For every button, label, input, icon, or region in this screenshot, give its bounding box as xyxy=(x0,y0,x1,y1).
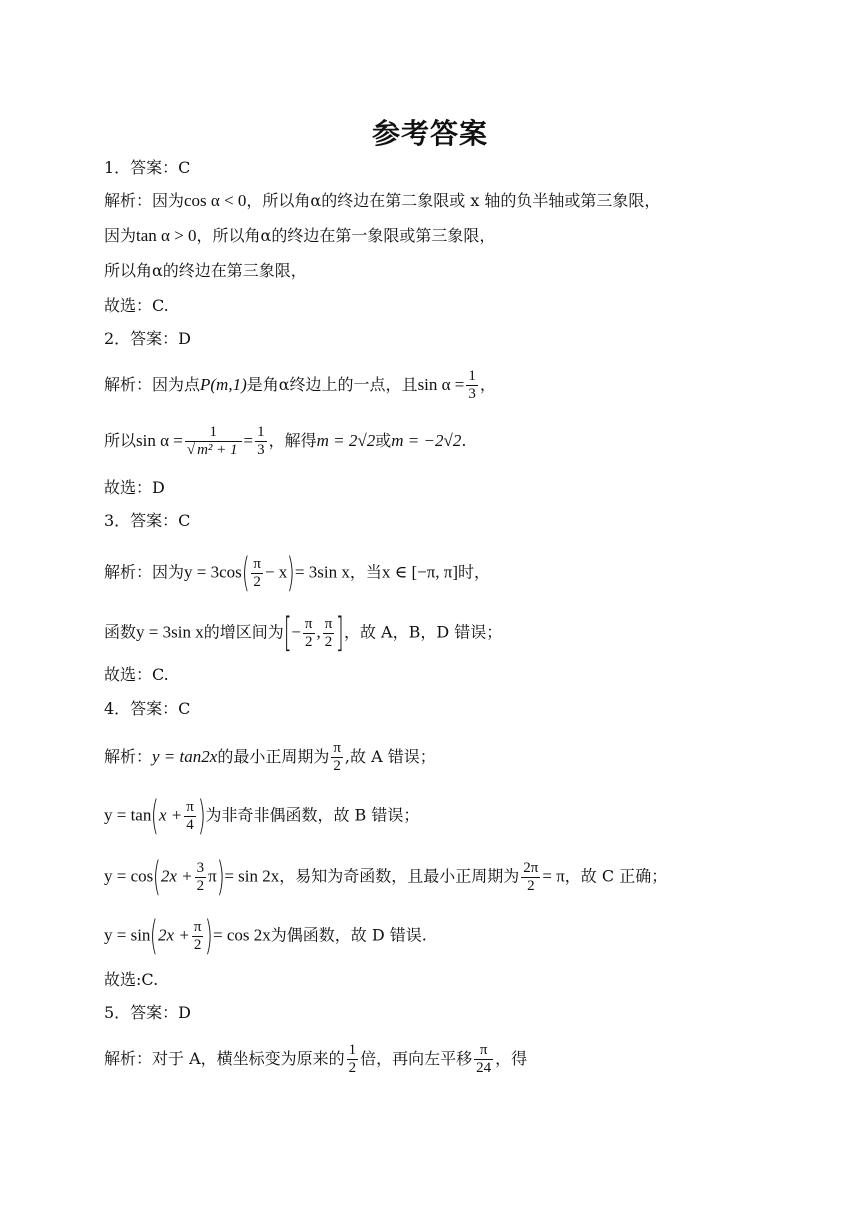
q4-analysis-line2: y = tan(x + $\frac{\pi}{4}$ )为非奇非偶函数，故 B 错误； xyxy=(104,793,420,839)
q1-analysis-line3: 所以角α的终边在第三象限， xyxy=(104,261,307,280)
q4-conclusion: 故选:C. xyxy=(104,970,159,989)
q4-answer: 4．答案：C xyxy=(104,699,191,718)
q3-analysis-line1: 解析：因为y = 3cos( $\frac{\pi}{2}$ − x)= 3sin x，当x ∈ [−π, π]时， xyxy=(104,550,491,596)
fraction: $\frac{\pi}{24}$ xyxy=(476,1042,492,1076)
fraction: $\frac{\pi}{2}$ xyxy=(193,918,202,953)
q1-analysis-line1: 解析：因为cos α < 0，所以角α的终边在第二象限或 x 轴的负半轴或第三象限， xyxy=(104,191,661,210)
page-title: 参考答案 xyxy=(371,117,488,150)
q3-conclusion: 故选：C. xyxy=(104,665,169,684)
fraction: $\frac{\pi}{2}$ xyxy=(253,555,261,590)
q3-analysis-line2: 函数y = 3sin x的增区间为[− $\frac{\pi}{2}$ , $\frac{\pi}{2}$ ]，故 A，B，D 错误； xyxy=(104,610,503,656)
fraction: $\frac{\pi}{4}$ xyxy=(186,798,194,833)
q1-answer: 1．答案：C xyxy=(104,158,191,177)
q3-answer: 3．答案：C xyxy=(104,511,191,530)
math-expression: cos α < 0 xyxy=(184,191,247,210)
q4-analysis-line3: y = cos(2x + $\frac{3}{2}$ π)= sin 2x，易知为奇函数，且最小正周期为 $\frac{2\pi}{2}$ = π，故 C 正确； xyxy=(104,854,668,900)
q5-analysis-line1: 解析：对于 A，横坐标变为原来的 $\frac{1}{2}$ 倍，再向左平移 $\frac{\pi}{24}$ ，得 xyxy=(104,1042,528,1076)
q1-conclusion: 故选：C. xyxy=(104,296,169,315)
math-expression: P(m,1) xyxy=(200,375,247,394)
q5-answer: 5．答案：D xyxy=(104,1003,192,1022)
fraction: $\frac{\pi}{2}$ xyxy=(304,615,313,650)
fraction: $\frac{1}{2}$ xyxy=(348,1042,357,1076)
math-expression: tan α > 0 xyxy=(136,226,197,245)
fraction: $\frac{1}{3}$ xyxy=(257,424,265,458)
q2-analysis-line2: 所以sin α = $\frac{1}{\text{√ m² + 1}}$ = $\frac{1}{3}$ ，解得m = 2√2或m = −2√2. xyxy=(104,424,467,458)
fraction: $\frac{1}{3}$ xyxy=(468,368,476,402)
q4-analysis-line1: 解析：y = tan2x的最小正周期为 $\frac{\pi}{2}$ ,故 A 错误； xyxy=(104,740,436,774)
fraction: $\frac{2\pi}{2}$ xyxy=(523,859,539,894)
fraction: $\frac{\pi}{2}$ xyxy=(324,615,333,650)
fraction: $\frac{1}{\text{√ m² + 1}}$ xyxy=(185,424,242,459)
q1-analysis-line2: 因为tan α > 0，所以角α的终边在第一象限或第三象限， xyxy=(104,226,496,245)
fraction: $\frac{\pi}{2}$ xyxy=(333,740,341,774)
q2-answer: 2．答案：D xyxy=(104,329,192,348)
fraction: $\frac{3}{2}$ xyxy=(196,859,205,894)
q4-analysis-line4: y = sin(2x + $\frac{\pi}{2}$ )= cos 2x为偶函数，故 D 错误. xyxy=(104,913,427,959)
q2-analysis-line1: 解析：因为点P(m,1)是角α终边上的一点，且sin α = $\frac{1}{3}$ ， xyxy=(104,368,496,402)
q2-conclusion: 故选：D xyxy=(104,478,165,497)
